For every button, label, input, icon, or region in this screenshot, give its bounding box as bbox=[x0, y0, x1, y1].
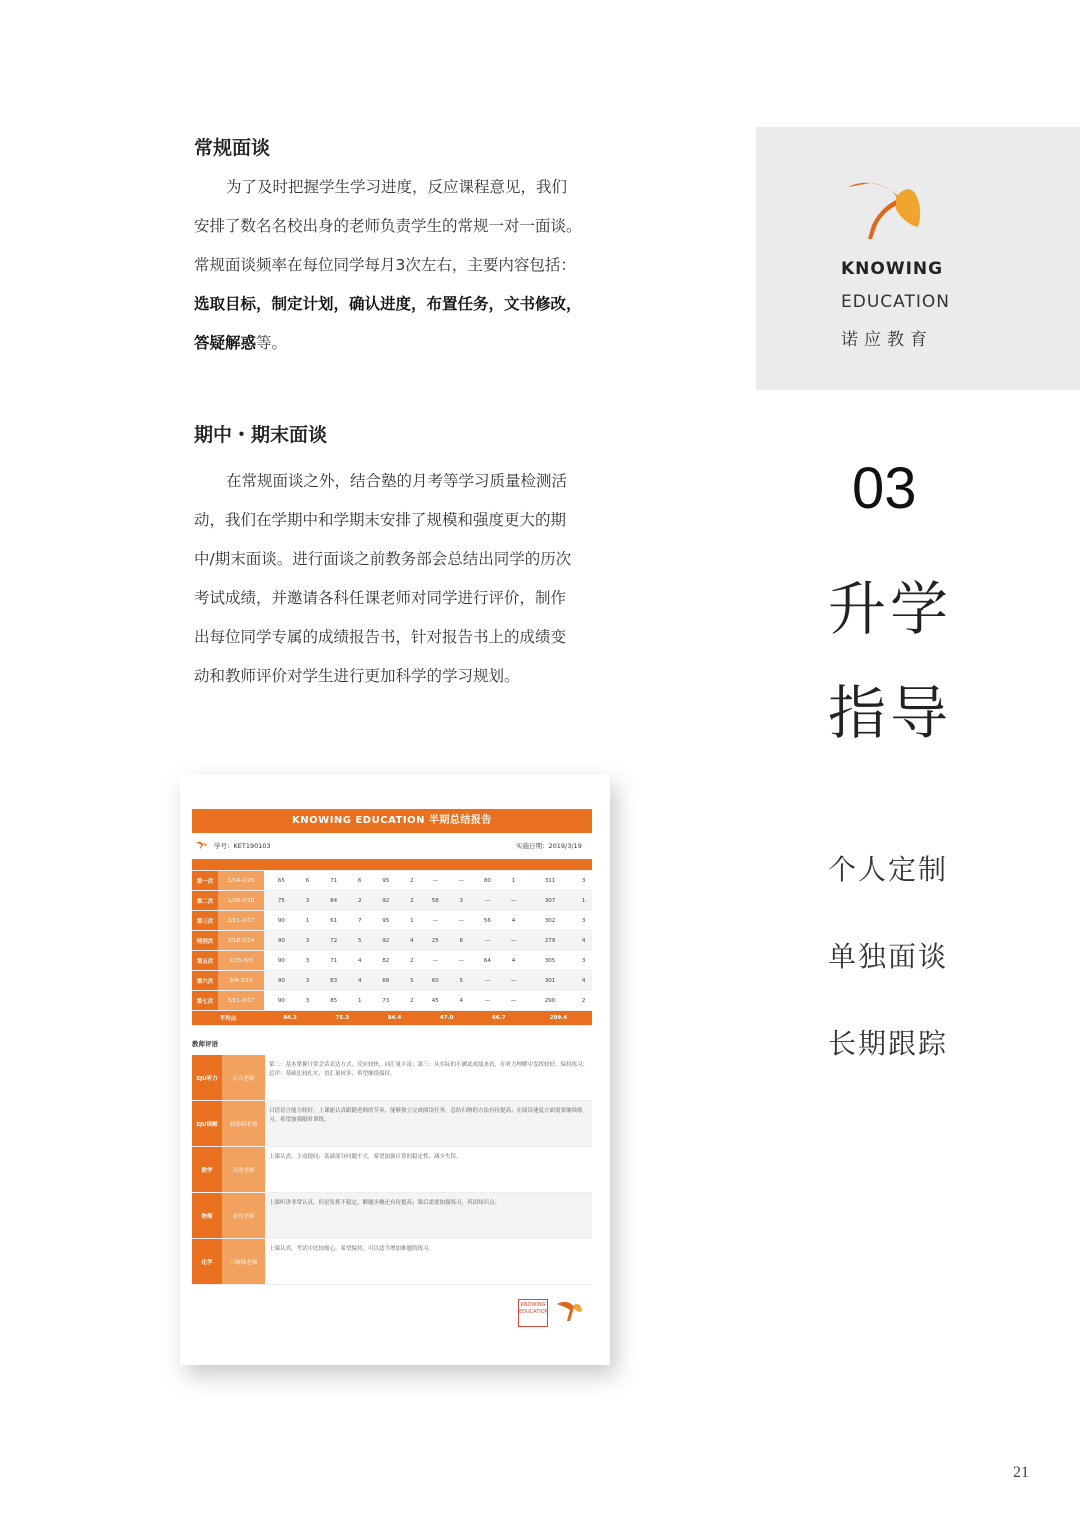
cell: 60 bbox=[421, 971, 450, 991]
report-document-image bbox=[180, 775, 610, 1365]
comment-subject: 化学 bbox=[192, 1239, 222, 1284]
cell: — bbox=[502, 891, 525, 911]
ginkgo-leaf-icon bbox=[556, 1299, 584, 1323]
stamp-seal: KNOWING EDUCATION bbox=[518, 1299, 548, 1327]
ginkgo-leaf-icon bbox=[846, 179, 926, 241]
cell: 302 bbox=[525, 911, 575, 931]
table-row bbox=[192, 911, 592, 931]
paragraph-line: 动，我们在学期中和学期末安排了规模和强度更大的期 bbox=[194, 511, 567, 529]
cell: 95 bbox=[368, 911, 403, 931]
comment-row bbox=[192, 1147, 592, 1193]
comment-row bbox=[192, 1239, 592, 1285]
paragraph-line: 为了及时把握学生学习进度，反应课程意见，我们 bbox=[226, 178, 568, 196]
cell: 2 bbox=[351, 891, 368, 911]
cell: 75 bbox=[264, 891, 299, 911]
comment-text: 上课认真，主动提问；基础部分问题不大，希望加强计算的稳定性，减少失误。 bbox=[265, 1147, 592, 1192]
cell: 3 bbox=[299, 931, 316, 951]
bold-phrase: 答疑解惑 bbox=[194, 334, 257, 352]
avg-cell: 66.7 bbox=[473, 1011, 525, 1026]
comment-section-title: 教师评语 bbox=[192, 1040, 218, 1048]
paragraph-line: 在常规面谈之外，结合塾的月考等学习质量检测活 bbox=[226, 472, 568, 490]
avg-label: 平均点 bbox=[192, 1011, 264, 1026]
ginkgo-leaf-icon bbox=[196, 841, 208, 849]
cell: 95 bbox=[368, 871, 403, 891]
comment-teacher: 唐亮老师 bbox=[222, 1193, 265, 1238]
avg-cell: 75.3 bbox=[316, 1011, 368, 1026]
cell: 5 bbox=[351, 931, 368, 951]
comment-text: 日语语言能力较好，上课能认真跟随老师的节奏，能够独立完成阅读任务，总结归纳的方法有待提高；在阅读速度方面需要继续练习，希望加强限时训练。 bbox=[265, 1101, 592, 1146]
comment-text: 上课听讲非常认真，但是发挥不稳定，解题步骤还有待提高；课后需要加强练习，巩固知识点。 bbox=[265, 1193, 592, 1238]
row-label: 第二次 bbox=[192, 891, 218, 911]
cell: 1 bbox=[575, 891, 592, 911]
cell: 82 bbox=[368, 951, 403, 971]
cell: 5 bbox=[450, 971, 473, 991]
row-date: 3/11-3/17 bbox=[218, 991, 264, 1011]
cell: 2 bbox=[403, 951, 420, 971]
cell: 80 bbox=[473, 871, 502, 891]
cell: 92 bbox=[368, 891, 403, 911]
feature-individual-interview: 单独面谈 bbox=[828, 940, 949, 973]
cell: 83 bbox=[316, 971, 351, 991]
cell: — bbox=[502, 931, 525, 951]
comment-text: 第二：基本掌握日常会话表达方式，反应较快，词汇量丰富；第三：从实际的小测试成绩来看，在听力理解中发挥较好，保持练习；总评：基础比较扎实，语汇量较多，希望继续保持。 bbox=[265, 1055, 592, 1100]
avg-cell: 84.3 bbox=[264, 1011, 316, 1026]
feature-custom: 个人定制 bbox=[828, 853, 949, 886]
table-row bbox=[192, 871, 592, 891]
cell: 6 bbox=[299, 871, 316, 891]
comment-text: 上课认真，考试中比较细心，希望保持，可以适当增加难题的练习。 bbox=[265, 1239, 592, 1284]
paragraph-line: 中/期末面谈。进行面谈之前教务部会总结出同学的历次 bbox=[194, 550, 572, 568]
cell: — bbox=[502, 971, 525, 991]
cell: 1 bbox=[403, 911, 420, 931]
row-date: 2/11-2/17 bbox=[218, 911, 264, 931]
cell: 290 bbox=[525, 991, 575, 1011]
table-row bbox=[192, 931, 592, 951]
cell: 61 bbox=[316, 911, 351, 931]
comment-teacher: 阿部明老师 bbox=[222, 1101, 265, 1146]
cell: 3 bbox=[575, 911, 592, 931]
comment-teacher: 吴浩老师 bbox=[222, 1147, 265, 1192]
chapter-title-line-1: 升学 bbox=[828, 575, 953, 643]
cell: 279 bbox=[525, 931, 575, 951]
cell: 73 bbox=[368, 991, 403, 1011]
avg-cell: 47.0 bbox=[421, 1011, 473, 1026]
page-number: 21 bbox=[1013, 1464, 1029, 1481]
cell: 25 bbox=[421, 931, 450, 951]
cell: — bbox=[421, 911, 450, 931]
paragraph-line-bold: 选取目标，制定计划，确认进度，布置任务，文书修改， bbox=[194, 295, 582, 313]
cell: 3 bbox=[575, 871, 592, 891]
comment-subject: 物理 bbox=[192, 1193, 222, 1238]
cell: — bbox=[473, 931, 502, 951]
cell: 2 bbox=[403, 871, 420, 891]
cell: 2 bbox=[575, 991, 592, 1011]
paragraph-line: 安排了数名名校出身的老师负责学生的常规一对一面谈。 bbox=[194, 217, 582, 235]
report-student-id: 学号：KET190103 bbox=[214, 842, 271, 850]
cell: — bbox=[450, 911, 473, 931]
cell: 4 bbox=[403, 931, 420, 951]
comment-row bbox=[192, 1193, 592, 1239]
paragraph-last-line bbox=[194, 324, 614, 363]
cell: 1 bbox=[351, 991, 368, 1011]
cell: 65 bbox=[264, 871, 299, 891]
cell: 90 bbox=[264, 971, 299, 991]
section-title-regular: 常规面谈 bbox=[194, 137, 271, 159]
cell: 305 bbox=[525, 951, 575, 971]
comment-teacher: 三崎隆老师 bbox=[222, 1239, 265, 1284]
cell: 311 bbox=[525, 871, 575, 891]
cell: 68 bbox=[368, 971, 403, 991]
row-label: 第一次 bbox=[192, 871, 218, 891]
cell: 3 bbox=[575, 951, 592, 971]
cell: 2 bbox=[403, 991, 420, 1011]
cell: 1 bbox=[502, 871, 525, 891]
table-row bbox=[192, 891, 592, 911]
table-header-row bbox=[192, 859, 592, 871]
row-label: 第五次 bbox=[192, 951, 218, 971]
cell: 85 bbox=[316, 991, 351, 1011]
cell: 4 bbox=[575, 931, 592, 951]
cell: — bbox=[473, 891, 502, 911]
brand-name-en-2: EDUCATION bbox=[841, 292, 950, 312]
cell: 3 bbox=[299, 951, 316, 971]
line-tail: 等。 bbox=[256, 334, 288, 352]
row-label: 第六次 bbox=[192, 971, 218, 991]
table-row bbox=[192, 951, 592, 971]
cell: 71 bbox=[316, 951, 351, 971]
row-date: 2/25-3/3 bbox=[218, 951, 264, 971]
comment-subject: EJU听力 bbox=[192, 1055, 222, 1100]
teacher-comments bbox=[192, 1055, 592, 1285]
paragraph-line: 常规面谈频率在每位同学每月3次左右，主要内容包括： bbox=[194, 256, 576, 274]
cell: 307 bbox=[525, 891, 575, 911]
chapter-number: 03 bbox=[852, 456, 917, 521]
cell: 6 bbox=[351, 871, 368, 891]
comment-row bbox=[192, 1101, 592, 1147]
avg-cell: 84.4 bbox=[368, 1011, 420, 1026]
cell: 4 bbox=[502, 911, 525, 931]
cell: 90 bbox=[264, 951, 299, 971]
section-title-midterm: 期中・期末面谈 bbox=[194, 424, 328, 446]
cell: 7 bbox=[351, 911, 368, 931]
chapter-title-line-2: 指导 bbox=[828, 679, 953, 747]
cell: 4 bbox=[450, 991, 473, 1011]
table-average-row bbox=[192, 1011, 592, 1026]
cell: — bbox=[421, 871, 450, 891]
cell: 92 bbox=[368, 931, 403, 951]
regular-interview-paragraph bbox=[194, 168, 614, 363]
paragraph-line: 动和教师评价对学生进行更加科学的学习规划。 bbox=[194, 667, 520, 685]
cell: 6 bbox=[450, 931, 473, 951]
cell: 90 bbox=[264, 931, 299, 951]
cell: 58 bbox=[421, 891, 450, 911]
comment-subject: EJU读解 bbox=[192, 1101, 222, 1146]
cell: 3 bbox=[299, 991, 316, 1011]
cell: 3 bbox=[299, 971, 316, 991]
cell: 3 bbox=[299, 891, 316, 911]
cell: — bbox=[450, 951, 473, 971]
row-label: 特别次 bbox=[192, 931, 218, 951]
row-date: 3/4-3/10 bbox=[218, 971, 264, 991]
cell: 2 bbox=[403, 891, 420, 911]
report-date: 实施日期：2019/3/19 bbox=[516, 842, 582, 850]
cell: 64 bbox=[473, 951, 502, 971]
row-label: 第七次 bbox=[192, 991, 218, 1011]
cell: — bbox=[502, 991, 525, 1011]
paragraph-line: 考试成绩，并邀请各科任课老师对同学进行评价，制作 bbox=[194, 589, 567, 607]
report-score-table bbox=[192, 859, 592, 1026]
midterm-interview-paragraph bbox=[194, 462, 614, 696]
row-date: 1/14-1/20 bbox=[218, 871, 264, 891]
table-row bbox=[192, 991, 592, 1011]
comment-teacher: 公告老师 bbox=[222, 1055, 265, 1100]
cell: 3 bbox=[450, 891, 473, 911]
cell: 4 bbox=[351, 971, 368, 991]
row-date: 1/28-2/10 bbox=[218, 891, 264, 911]
cell: — bbox=[450, 871, 473, 891]
cell: 1 bbox=[299, 911, 316, 931]
cell: 5 bbox=[403, 971, 420, 991]
brand-name-en-1: KNOWING bbox=[841, 259, 944, 279]
report-title: KNOWING EDUCATION 半期总结报告 bbox=[192, 809, 592, 833]
comment-subject: 数学 bbox=[192, 1147, 222, 1192]
feature-long-term-tracking: 长期跟踪 bbox=[828, 1027, 949, 1060]
brand-panel bbox=[756, 127, 1080, 390]
cell: 301 bbox=[525, 971, 575, 991]
cell: 90 bbox=[264, 991, 299, 1011]
paragraph-line: 出每位同学专属的成绩报告书，针对报告书上的成绩变 bbox=[194, 628, 567, 646]
row-label: 第三次 bbox=[192, 911, 218, 931]
cell: 4 bbox=[351, 951, 368, 971]
avg-cell: 299.4 bbox=[525, 1011, 592, 1026]
cell: 45 bbox=[421, 991, 450, 1011]
cell: 71 bbox=[316, 871, 351, 891]
cell: 4 bbox=[575, 971, 592, 991]
cell: 84 bbox=[316, 891, 351, 911]
cell: — bbox=[473, 991, 502, 1011]
cell: 4 bbox=[502, 951, 525, 971]
cell: — bbox=[473, 971, 502, 991]
comment-row bbox=[192, 1055, 592, 1101]
cell: 72 bbox=[316, 931, 351, 951]
cell: — bbox=[421, 951, 450, 971]
row-date: 2/18-2/24 bbox=[218, 931, 264, 951]
table-row bbox=[192, 971, 592, 991]
cell: 56 bbox=[473, 911, 502, 931]
brand-name-cn: 诺应教育 bbox=[841, 330, 933, 350]
cell: 90 bbox=[264, 911, 299, 931]
